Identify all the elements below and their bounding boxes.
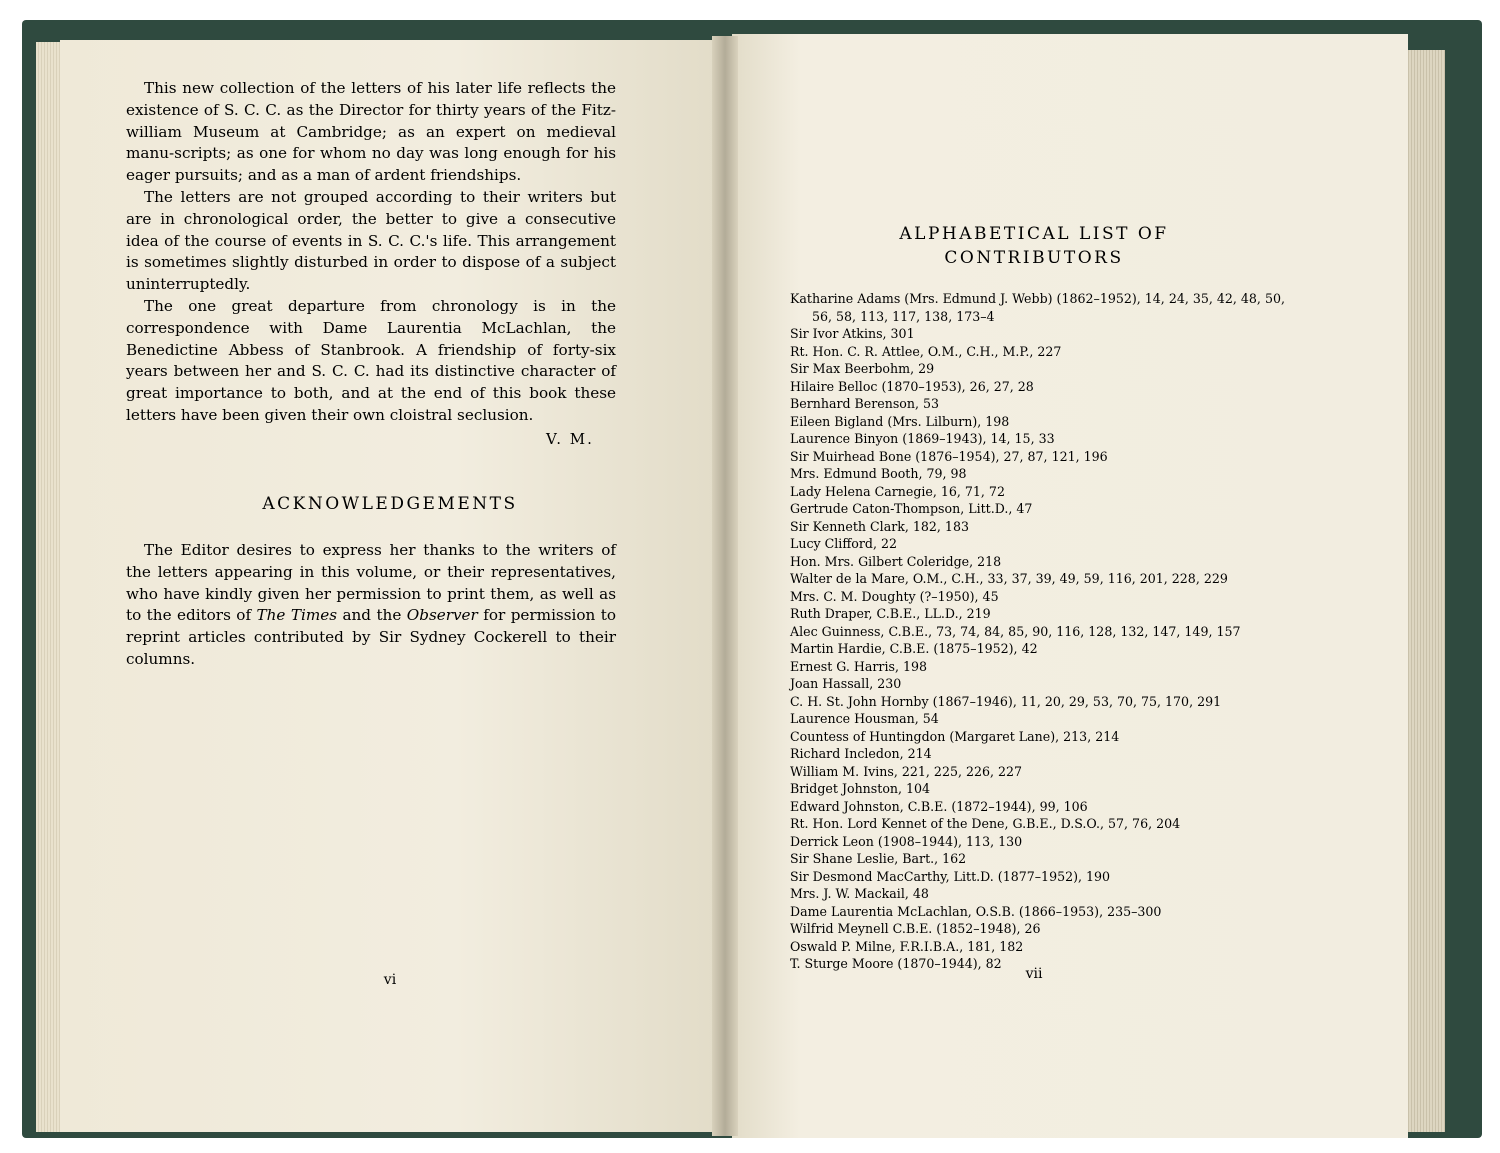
contributor-entry: Mrs. C. M. Doughty (?–1950), 45 [790, 588, 999, 604]
introduction-text [126, 78, 616, 427]
contributor-entry: Edward Johnston, C.B.E. (1872–1944), 99, 106 [790, 798, 1088, 814]
contributor-entry: Lucy Clifford, 22 [790, 536, 897, 551]
page-number-right: vii [1025, 966, 1043, 982]
intro-paragraph: The one great departure from chronology is in the correspondence with Dame Laurentia McLachlan, the Benedictine Abbess of Stanbrook. A friendship of forty-six years between her and S. C. C. had its distinctive character of great importance to both, and at the end of this book these letters have been given their own cloistral seclusion. [126, 296, 616, 424]
contributor-entry: Gertrude Caton-Thompson, Litt.D., 47 [790, 501, 1033, 516]
contributor-entry: Lady Helena Carnegie, 16, 71, 72 [790, 483, 1005, 499]
contributor-entry: Dame Laurentia McLachlan, O.S.B. (1866–1953), 235–300 [790, 903, 1162, 919]
ack-text-part: for permission to reprint articles contributed by Sir Sydney Cockerell to their columns. [126, 606, 616, 668]
heading-line: ALPHABETICAL LIST OF [899, 224, 1169, 244]
contributor-entry: Sir Shane Leslie, Bart., 162 [790, 851, 967, 866]
heading-line: CONTRIBUTORS [944, 248, 1124, 268]
contributor-entry: Bernhard Berenson, 53 [790, 396, 940, 411]
contributor-entry: Sir Max Beerbohm, 29 [790, 361, 935, 376]
contributor-entry: Mrs. J. W. Mackail, 48 [790, 886, 929, 901]
contributors-heading [732, 222, 1336, 270]
contributor-entry: Rt. Hon. Lord Kennet of the Dene, G.B.E., D.S.O., 57, 76, 204 [790, 816, 1181, 831]
contributor-entry: Wilfrid Meynell C.B.E. (1852–1948), 26 [790, 921, 1041, 936]
editor-initials: V. M. [546, 430, 594, 448]
contributor-entry: Hon. Mrs. Gilbert Coleridge, 218 [790, 553, 1002, 569]
contributor-entry: Bridget Johnston, 104 [790, 781, 931, 796]
contributor-entry: Richard Incledon, 214 [790, 746, 932, 761]
contributor-entry: Ernest G. Harris, 198 [790, 658, 927, 674]
ack-text-part: and the [337, 606, 407, 625]
acknowledgements-heading: ACKNOWLEDGEMENTS [262, 494, 518, 514]
contributor-entry: William M. Ivins, 221, 225, 226, 227 [790, 763, 1023, 779]
contributor-entry: Derrick Leon (1908–1944), 113, 130 [790, 833, 1023, 849]
contributor-entry: Sir Kenneth Clark, 182, 183 [790, 518, 969, 534]
contributor-entry: Sir Ivor Atkins, 301 [790, 326, 915, 341]
ack-italic-title: The Times [256, 606, 338, 625]
contributor-entry: Countess of Huntingdon (Margaret Lane), 213, 214 [790, 728, 1120, 744]
contributor-entry: Alec Guinness, C.B.E., 73, 74, 84, 85, 90, 116, 128, 132, 147, 149, 157 [790, 623, 1241, 639]
contributor-entry: Joan Hassall, 230 [790, 676, 902, 691]
contributor-entry: Laurence Binyon (1869–1943), 14, 15, 33 [790, 431, 1055, 446]
contributor-entry: T. Sturge Moore (1870–1944), 82 [790, 956, 1002, 971]
contributor-entry: Laurence Housman, 54 [790, 711, 939, 726]
contributor-entry: Eileen Bigland (Mrs. Lilburn), 198 [790, 413, 1010, 429]
intro-paragraph: This new collection of the letters of his later life reflects the existence of S. C. C. as the Director for thirty years of the Fitz-william Museum at Cambridge; as an expert on medieval manu-scripts; as one for whom no day was long enough for his eager pursuits; and as a man of ardent friendships. [126, 79, 616, 185]
contributor-entry: Walter de la Mare, O.M., C.H., 33, 37, 39, 49, 59, 116, 201, 228, 229 [790, 571, 1228, 586]
intro-paragraph: The letters are not grouped according to their writers but are in chronological order, the better to give a consecutive idea of the course of events in S. C. C.'s life. This arrangement is sometimes slightly disturbed in order to dispose of a subject uninterruptedly. [126, 187, 616, 294]
contributor-entry: Mrs. Edmund Booth, 79, 98 [790, 466, 967, 481]
contributor-entry: Martin Hardie, C.B.E. (1875–1952), 42 [790, 641, 1038, 656]
contributor-entry: Katharine Adams (Mrs. Edmund J. Webb) (1862–1952), 14, 24, 35, 42, 48, 50, 56, 58, 113, 117, 138, 173–4 [790, 291, 1285, 324]
contributor-entry: Ruth Draper, C.B.E., LL.D., 219 [790, 606, 991, 621]
contributor-entry: Sir Muirhead Bone (1876–1954), 27, 87, 121, 196 [790, 448, 1108, 464]
contributor-entry: C. H. St. John Hornby (1867–1946), 11, 20, 29, 53, 70, 75, 170, 291 [790, 693, 1222, 709]
contributor-entry: Rt. Hon. C. R. Attlee, O.M., C.H., M.P., 227 [790, 343, 1062, 359]
page-number-left: vi [383, 972, 397, 988]
contributors-list [790, 290, 1290, 973]
acknowledgements-text [126, 540, 616, 671]
ack-text-part: The Editor desires to express her thanks to the writers of the letters appearing in this volume, or their representatives, who have kindly given her permission to print them, as well as to the editors of [126, 541, 616, 625]
contributor-entry: Sir Desmond MacCarthy, Litt.D. (1877–1952), 190 [790, 868, 1111, 884]
ack-italic-title: Observer [406, 606, 478, 625]
contributor-entry: Hilaire Belloc (1870–1953), 26, 27, 28 [790, 378, 1034, 394]
contributor-entry: Oswald P. Milne, F.R.I.B.A., 181, 182 [790, 938, 1024, 954]
